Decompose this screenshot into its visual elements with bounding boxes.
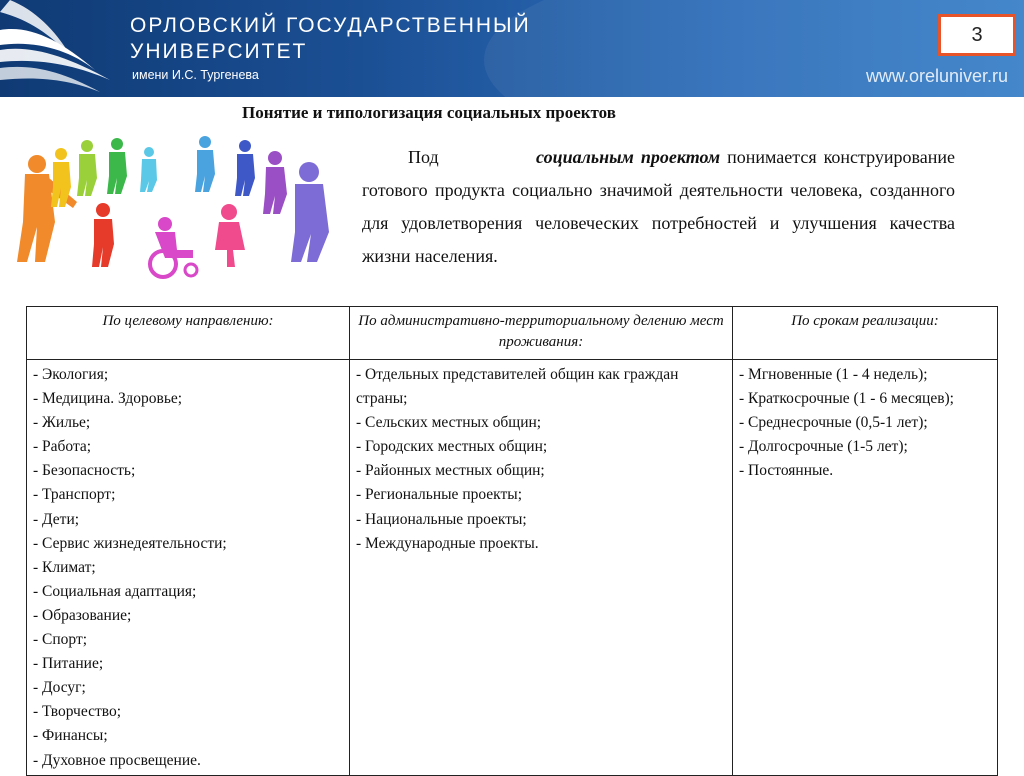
person-figure — [215, 204, 245, 267]
list-item: - Районных местных общин; — [356, 462, 545, 480]
person-figure — [263, 151, 287, 214]
list-item: - Социальная адаптация; — [33, 582, 197, 600]
list-item: - Долгосрочные (1-5 лет); — [739, 438, 908, 456]
list-item: - Экология; — [33, 366, 109, 383]
list-item: - Финансы; — [33, 727, 108, 745]
header-target-direction: По целевому направлению: — [27, 307, 350, 360]
list-item: - Международные проекты. — [356, 534, 539, 552]
person-figure — [107, 138, 127, 194]
list-item: - Питание; — [33, 655, 104, 673]
list-item: - Национальные проекты; — [356, 510, 527, 528]
table-row — [27, 360, 998, 776]
person-figure — [235, 140, 255, 196]
list-item: - Образование; — [33, 606, 132, 624]
list-item: - Работа; — [33, 438, 92, 456]
list-item: - Досуг; — [33, 679, 86, 697]
list-item: - Климат; — [33, 558, 96, 576]
list-item: - Сельских местных общин; — [356, 414, 542, 432]
university-name-line2: УНИВЕРСИТЕТ — [130, 40, 308, 63]
person-figure — [77, 140, 97, 196]
university-name-line1: ОРЛОВСКИЙ ГОСУДАРСТВЕННЫЙ — [130, 14, 531, 37]
list-item: - Медицина. Здоровье; — [33, 390, 183, 408]
list-item: - Безопасность; — [33, 462, 136, 480]
university-logo-icon — [0, 0, 120, 97]
website-url[interactable]: www.oreluniver.ru — [865, 66, 1008, 86]
list-item: - Творчество; — [33, 703, 122, 721]
list-item: - Спорт; — [33, 631, 88, 649]
list-item: - Дети; — [33, 510, 80, 528]
definition-text: понимается конструирование готового продукта социально значимой деятельности человека, созданного для удовлетворения человеческих потребностей и улучшения качества жизни населения. — [362, 147, 956, 266]
wheelchair-user-figure — [150, 217, 197, 277]
typology-table — [26, 306, 998, 776]
list-item: - Жилье; — [33, 414, 91, 432]
administrative-division-list — [356, 363, 726, 556]
definition-term: социальным проектом — [536, 147, 721, 167]
list-item: - Сервис жизнедеятельности; — [33, 534, 227, 552]
table-header-row — [27, 307, 998, 360]
target-direction-cell — [27, 360, 350, 776]
slide-title: Понятие и типологизация социальных проектов — [242, 103, 616, 122]
list-item: - Региональные проекты; — [356, 486, 522, 504]
administrative-division-cell — [350, 360, 733, 776]
list-item: - Транспорт; — [33, 486, 116, 504]
definition-prefix: Под — [408, 147, 439, 167]
implementation-period-cell — [733, 360, 998, 776]
list-item: - Среднесрочные (0,5-1 лет); — [739, 414, 928, 432]
list-item: - Мгновенные (1 - 4 недель); — [739, 366, 928, 383]
person-figure — [291, 162, 329, 262]
list-item: - Постоянные. — [739, 462, 834, 480]
header-administrative-division: По административно-территориальному делению мест проживания: — [350, 307, 733, 360]
implementation-period-list — [739, 363, 991, 483]
page-number: 3 — [938, 14, 1016, 56]
person-figure — [140, 147, 157, 192]
list-item: - Отдельных представителей общин как граждан страны; — [356, 366, 679, 408]
definition-paragraph — [362, 141, 955, 273]
list-item: - Городских местных общин; — [356, 438, 548, 456]
list-item: - Духовное просвещение. — [33, 751, 201, 769]
header-implementation-period: По срокам реализации: — [733, 307, 998, 360]
header-banner — [0, 0, 1024, 97]
person-figure — [195, 136, 215, 192]
target-direction-list — [33, 363, 343, 773]
person-figure — [92, 203, 114, 267]
list-item: - Краткосрочные (1 - 6 месяцев); — [739, 390, 954, 408]
university-name-line3: имени И.С. Тургенева — [132, 68, 259, 82]
people-circle-illustration — [15, 132, 335, 282]
